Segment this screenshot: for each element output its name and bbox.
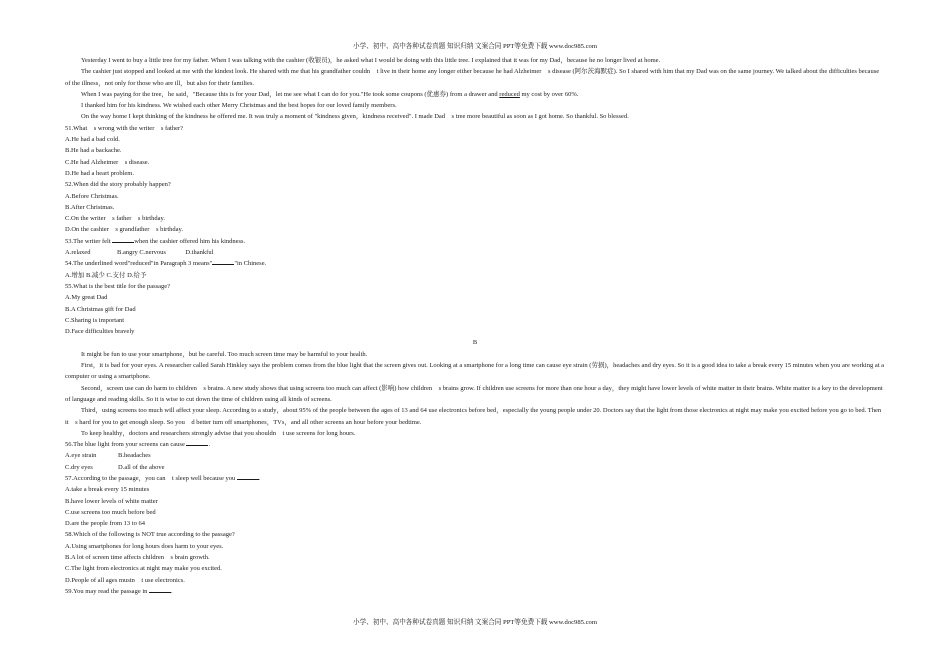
q57-option-d: D.are the people from 13 to 64 xyxy=(65,520,145,528)
question-59 xyxy=(65,586,885,597)
q51-option-c: C.He had Alzheimer s disease. xyxy=(65,158,150,166)
q52-option-a: A.Before Christmas. xyxy=(65,192,119,200)
q55-option-a: A.My great Dad xyxy=(65,294,108,302)
underlined-word: reduced xyxy=(499,90,520,98)
q51-option-d: D.He had a heart problem. xyxy=(65,169,134,177)
passage-b-paragraph-1: It might be fun to use your smartphone，but be careful. Too much screen time may be harmful to your health. xyxy=(81,350,368,358)
question-53 xyxy=(65,236,885,247)
q56-stem-end: . xyxy=(208,441,211,449)
passage-a-paragraph-1: Yesterday I went to buy a little tree for my father. When I was talking with the cashier (收银员)，he asked what I would be doing with this little tree. I explained that it was for my Dad，because he no longer lived at home. xyxy=(81,57,661,64)
passage-b-paragraph-2: First，it is bad for your eyes. A researcher called Sarah Hinkley says the problem comes from the blue light that the screen gives out. Looking at a smartphone for a long time can cause eye strain (劳损)，headaches and dry eyes. So it is a good idea to take a break every 15 minutes when you are working at a computer or using a smartphone. xyxy=(65,362,885,381)
passage-a-paragraph-2: The cashier just stopped and looked at me with the kindest look. He shared with me that his grandfather couldn t live in their home any longer either because he had Alzheimer s disease (阿尔茨海默症). So I shared with him that my Dad was on the same journey. We talked about the difficulties because of the illness，not only for those who are ill，but also for their families. xyxy=(65,68,880,87)
q58-option-c: C.The light from electronics at night may make you excited. xyxy=(65,565,222,573)
passage-a-paragraph-5: On the way home I kept thinking of the kindness he offered me. It was truly a moment of "kindness given，kindness received". I made Dad s tree more beautiful as soon as I got home. So thankful. So blessed. xyxy=(81,113,629,121)
q52-option-b: B.After Christmas. xyxy=(65,203,115,211)
q59-stem: 59.You may read the passage in xyxy=(65,587,150,595)
page-footer: 小学、初中、高中各种试卷真题 知识归纳 文案合同 PPT等免费下载 www.doc985.com xyxy=(353,619,597,626)
document-body xyxy=(65,55,885,597)
q58-option-a: A.Using smartphones for long hours does harm to your eyes. xyxy=(65,542,224,550)
q56-option-c: C.dry eyes xyxy=(65,463,93,471)
q56-option-d: D.all of the above xyxy=(118,463,165,471)
question-58: 58.Which of the following is NOT true according to the passage? xyxy=(65,531,235,539)
q55-option-b: B.A Christmas gift for Dad xyxy=(65,305,136,313)
q54-option-c: C.支付 xyxy=(106,271,126,279)
q53-option-d: D.thankful xyxy=(185,249,214,257)
q54-option-d: D.给予 xyxy=(127,271,147,279)
question-55: 55.What is the best title for the passage? xyxy=(65,282,171,290)
passage-b-paragraph-5: To keep healthy，doctors and researchers strongly advise that you shouldn t use screens for long hours. xyxy=(81,429,356,437)
q54-option-a: A.增加 xyxy=(65,271,85,279)
q57-option-a: A.take a break every 15 minutes xyxy=(65,486,150,494)
q57-stem: 57.According to the passage，you can t sleep well because you xyxy=(65,474,237,482)
q51-option-b: B.He had a backache. xyxy=(65,147,122,155)
q53-option-a: A.relaxed xyxy=(65,249,91,257)
q55-option-c: C.Sharing is important xyxy=(65,316,125,324)
answer-blank xyxy=(112,237,134,243)
q54-options xyxy=(65,270,885,281)
passage-b-paragraph-4: Third，using screens too much will affect your sleep. According to a study，about 95% of the people between the ages of 13 and 64 use electronics before bed，especially the young people under 20. Doctors say that the light from those electronics at night may make you excited before you go to bed. Then it s hard for you to get enough sleep. So you d better turn off smartphones，TVs，and all other screens an hour before your bedtime. xyxy=(65,407,882,426)
q58-option-b: B.A lot of screen time affects children s brain growth. xyxy=(65,554,210,562)
q53-options xyxy=(65,247,885,258)
passage-a-paragraph-3-text: When I was paying for the tree，he said，"Because this is for your Dad，let me see what I can do for you."He took some coupons (优惠券) from a drawer and xyxy=(81,90,500,98)
q53-option-c: C.nervous xyxy=(139,249,166,257)
question-52: 52.When did the story probably happen? xyxy=(65,181,171,189)
passage-a-paragraph-4: I thanked him for his kindness. We wished each other Merry Christmas and the best hopes for our loved family members. xyxy=(81,102,397,110)
question-51: 51.What s wrong with the writer s father? xyxy=(65,124,184,132)
q56-stem: 56.The blue light from your screens can cause xyxy=(65,441,187,449)
q51-option-a: A.He had a bad cold. xyxy=(65,136,120,144)
question-57 xyxy=(65,473,885,484)
page-header: 小学、初中、高中各种试卷真题 知识归纳 文案合同 PPT等免费下载 www.doc985.com xyxy=(353,43,597,50)
q58-option-d: D.People of all ages mustn t use electronics. xyxy=(65,576,185,584)
answer-blank xyxy=(237,474,259,480)
q57-option-b: B.have lower levels of white matter xyxy=(65,497,158,505)
q52-option-d: D.On the cashier s grandfather s birthday. xyxy=(65,226,183,234)
q52-option-c: C.On the writer s father s birthday. xyxy=(65,215,165,223)
question-56 xyxy=(65,439,885,450)
answer-blank xyxy=(149,587,171,593)
q57-option-c: C.use screens too much before bed xyxy=(65,508,156,516)
q53-option-b: B.angry xyxy=(117,249,138,257)
q54-option-b: B.减少 xyxy=(85,271,105,279)
q53-stem: 53.The writer felt xyxy=(65,237,113,245)
question-54 xyxy=(65,258,885,269)
q57-stem-end: . xyxy=(258,474,261,482)
q55-option-d: D.Face difficulties bravely xyxy=(65,328,135,336)
q53-stem-end: when the cashier offered him his kindness. xyxy=(134,237,246,245)
answer-blank xyxy=(212,259,234,265)
q56-option-b: B.headaches xyxy=(118,452,151,460)
passage-a-paragraph-3-end: my cost by over 60%. xyxy=(519,90,579,98)
passage-b-paragraph-3: Second，screen use can do harm to children s brains. A new study shows that using screens too much can affect (影响) how children s brains grow. If children use screens for more than one hour a day，they might have lower levels of white matter in their brains. White matter is a key to the development of language and reading skills. So it is wise to cut down the time of children using all kinds of screens. xyxy=(65,384,883,403)
q54-stem-end: "in Chinese. xyxy=(234,260,267,268)
q56-option-a: A.eye strain xyxy=(65,452,97,460)
section-b-heading: B xyxy=(472,339,478,347)
passage-a-paragraph-3 xyxy=(65,89,885,100)
q56-options-cd xyxy=(65,462,885,473)
q54-stem: 54.The underlined word"reduced"in Paragraph 3 means" xyxy=(65,260,213,268)
q59-stem-end: . xyxy=(171,587,173,595)
answer-blank xyxy=(186,440,211,449)
q56-options-ab xyxy=(65,450,885,461)
